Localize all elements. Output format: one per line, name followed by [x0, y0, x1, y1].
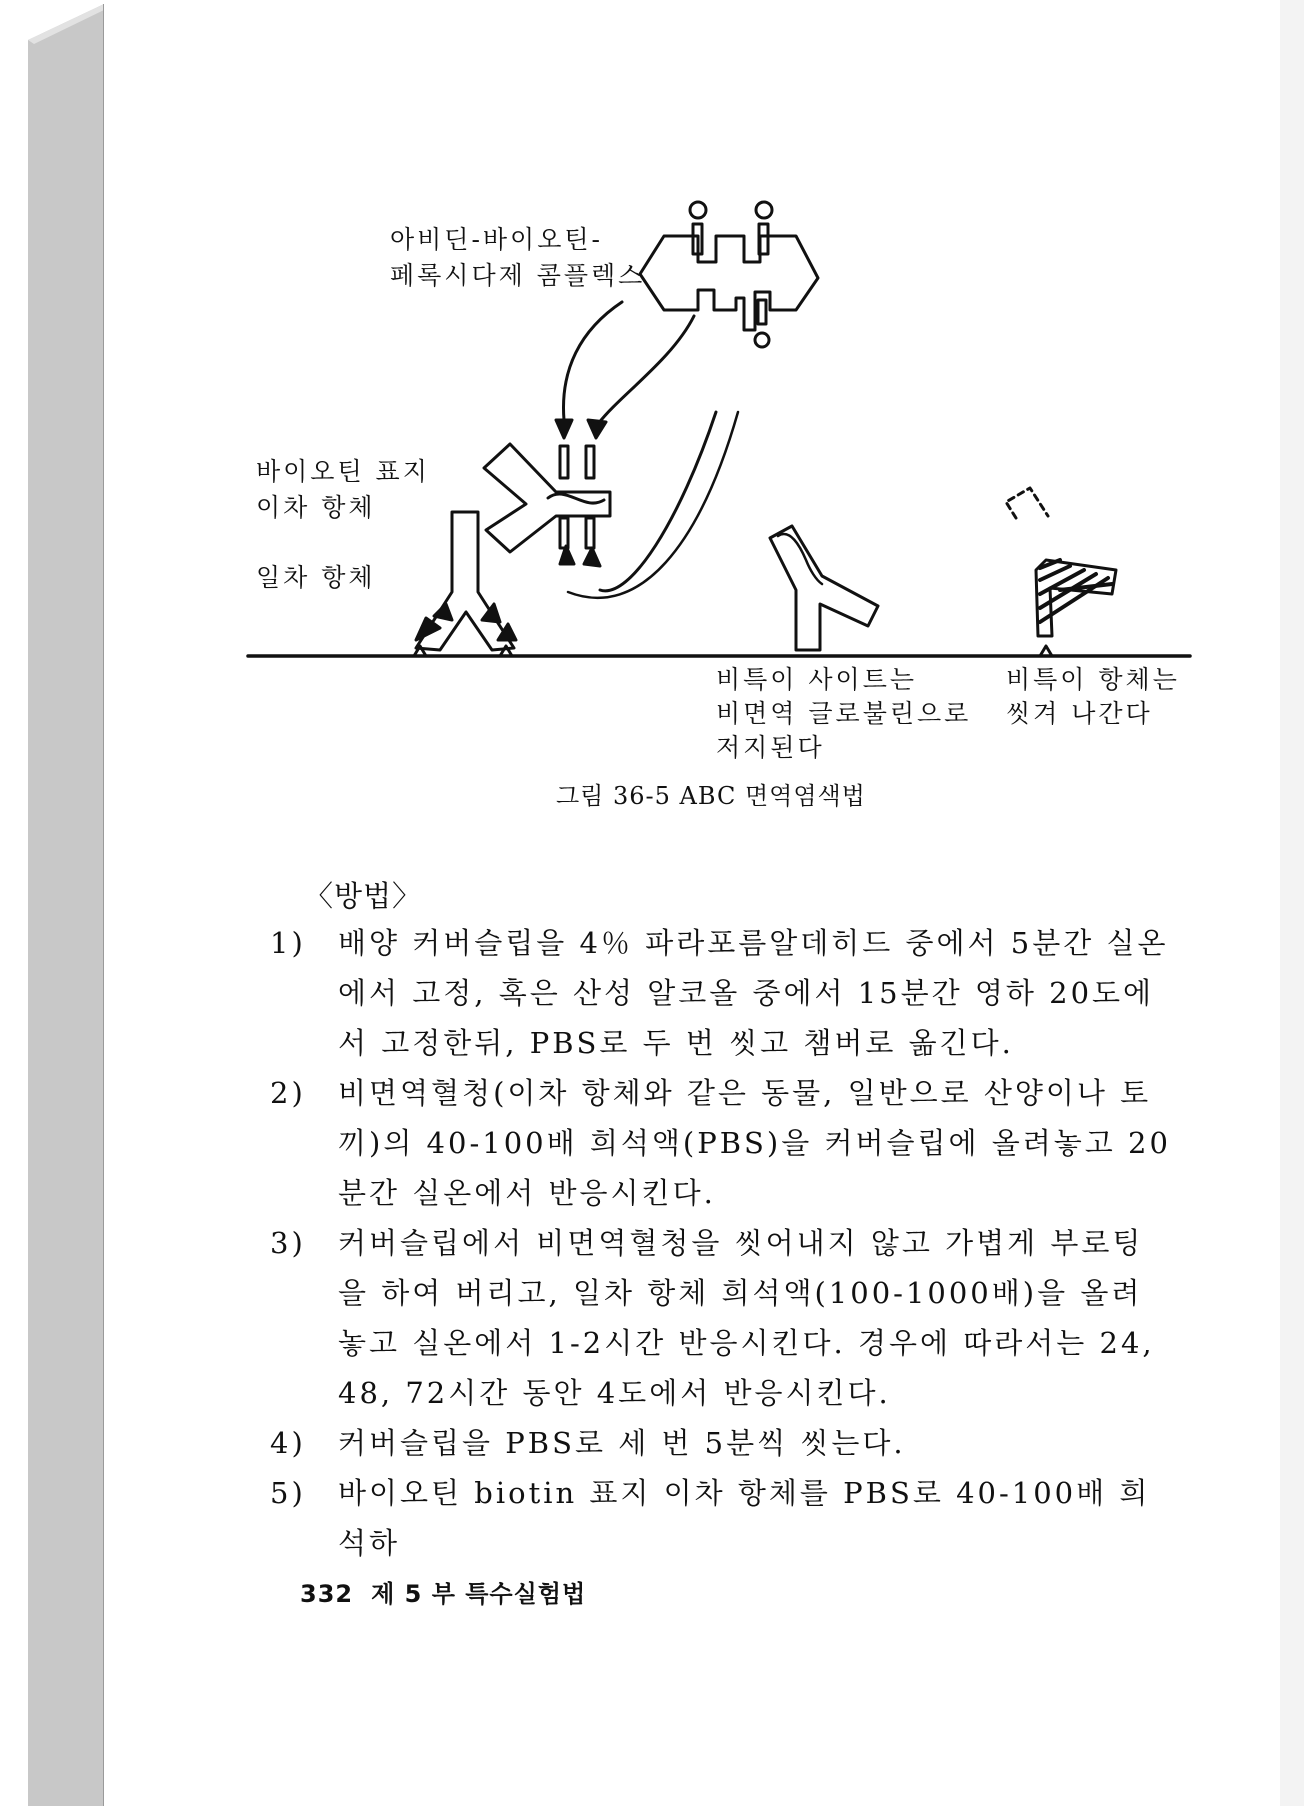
secondary-bar-4	[586, 518, 594, 548]
label-primary-antibody: 일차 항체	[256, 563, 376, 592]
step-number: 3)	[270, 1226, 306, 1260]
secondary-bar-2	[586, 446, 594, 478]
step-text: 커버슬립에서 비면역혈청을 씻어내지 않고 가볍게 부로팅을 하여 버리고, 일차 항체 희석액(100-1000배)을 올려놓고 실온에서 1-2시간 반응시킨다. 경우에 따라서는 24, 48, 72시간 동안 4도에서 반응시킨다.	[338, 1226, 1155, 1410]
binding-bar-3	[758, 300, 766, 324]
step-number: 4)	[270, 1426, 306, 1460]
method-step	[270, 1468, 1172, 1568]
page-number: 332	[300, 1580, 354, 1608]
arrow-2	[598, 316, 694, 424]
step-text: 배양 커버슬립을 4％ 파라포름알데히드 중에서 5분간 실온에서 고정, 혹은 산성 알코올 중에서 15분간 영하 20도에서 고정한뒤, PBS로 두 번 씻고 챔버로 옮긴다.	[338, 926, 1169, 1060]
step-text: 바이오틴 biotin 표지 이차 항체를 PBS로 40-100배 희석하	[338, 1476, 1151, 1560]
figure-caption: 그림 36-5 ABC 면역염색법	[556, 782, 866, 810]
step-text: 비면역혈청(이차 항체와 같은 동물, 일반으로 산양이나 토끼)의 40-100배 희석액(PBS)을 커버슬립에 올려놓고 20분간 실온에서 반응시킨다.	[338, 1076, 1171, 1210]
method-steps	[270, 918, 1172, 1568]
arrowhead-2	[588, 420, 606, 438]
label-abc-complex-line2: 페록시다제 콤플렉스	[390, 261, 646, 290]
method-step	[270, 1418, 1172, 1468]
step-number: 2)	[270, 1076, 306, 1110]
label-nonspecific-line3: 저지된다	[716, 733, 825, 762]
label-abc-complex-line1: 아비딘-바이오틴-	[390, 225, 603, 254]
primary-antigen-1	[416, 618, 440, 640]
binding-bar-2	[759, 224, 768, 254]
method-step	[270, 1218, 1172, 1418]
primary-antigen-2	[434, 604, 452, 620]
step-number: 5)	[270, 1476, 306, 1510]
arrowhead-1	[556, 420, 572, 438]
biotin-circle-3	[755, 333, 769, 347]
abc-complex-shape	[640, 236, 818, 330]
label-nonspecific-line1: 비특이 사이트는	[716, 665, 917, 694]
label-secondary-line1: 바이오틴 표지	[256, 457, 430, 486]
section-title: 제 5 부 특수실험법	[371, 1580, 587, 1608]
arrow-1	[563, 302, 622, 420]
secondary-bar-1	[560, 446, 568, 478]
biotin-circle-1	[690, 202, 706, 218]
blocked-antibody	[770, 526, 878, 650]
primary-antigen-3	[482, 604, 500, 622]
biotin-circle-2	[756, 202, 772, 218]
arrow-4	[568, 412, 738, 598]
label-washed-line2: 씻겨 나간다	[1006, 699, 1153, 728]
method-step	[270, 918, 1172, 1068]
washed-antibody	[1006, 488, 1116, 656]
abc-staining-figure	[0, 0, 1304, 760]
page-footer	[300, 1574, 586, 1609]
secondary-bar-3	[560, 518, 568, 548]
step-number: 1)	[270, 926, 306, 960]
step-text: 커버슬립을 PBS로 세 번 5분씩 씻는다.	[338, 1426, 906, 1460]
label-washed-line1: 비특이 항체는	[1006, 665, 1180, 694]
label-secondary-line2: 이차 항체	[256, 493, 376, 522]
method-step	[270, 1068, 1172, 1218]
arrow-3	[600, 412, 716, 591]
method-heading: 〈방법〉	[304, 879, 423, 913]
label-nonspecific-line2: 비면역 글로불린으로	[716, 699, 972, 728]
arrowhead-4	[584, 548, 600, 566]
biotin-wave	[548, 494, 604, 503]
